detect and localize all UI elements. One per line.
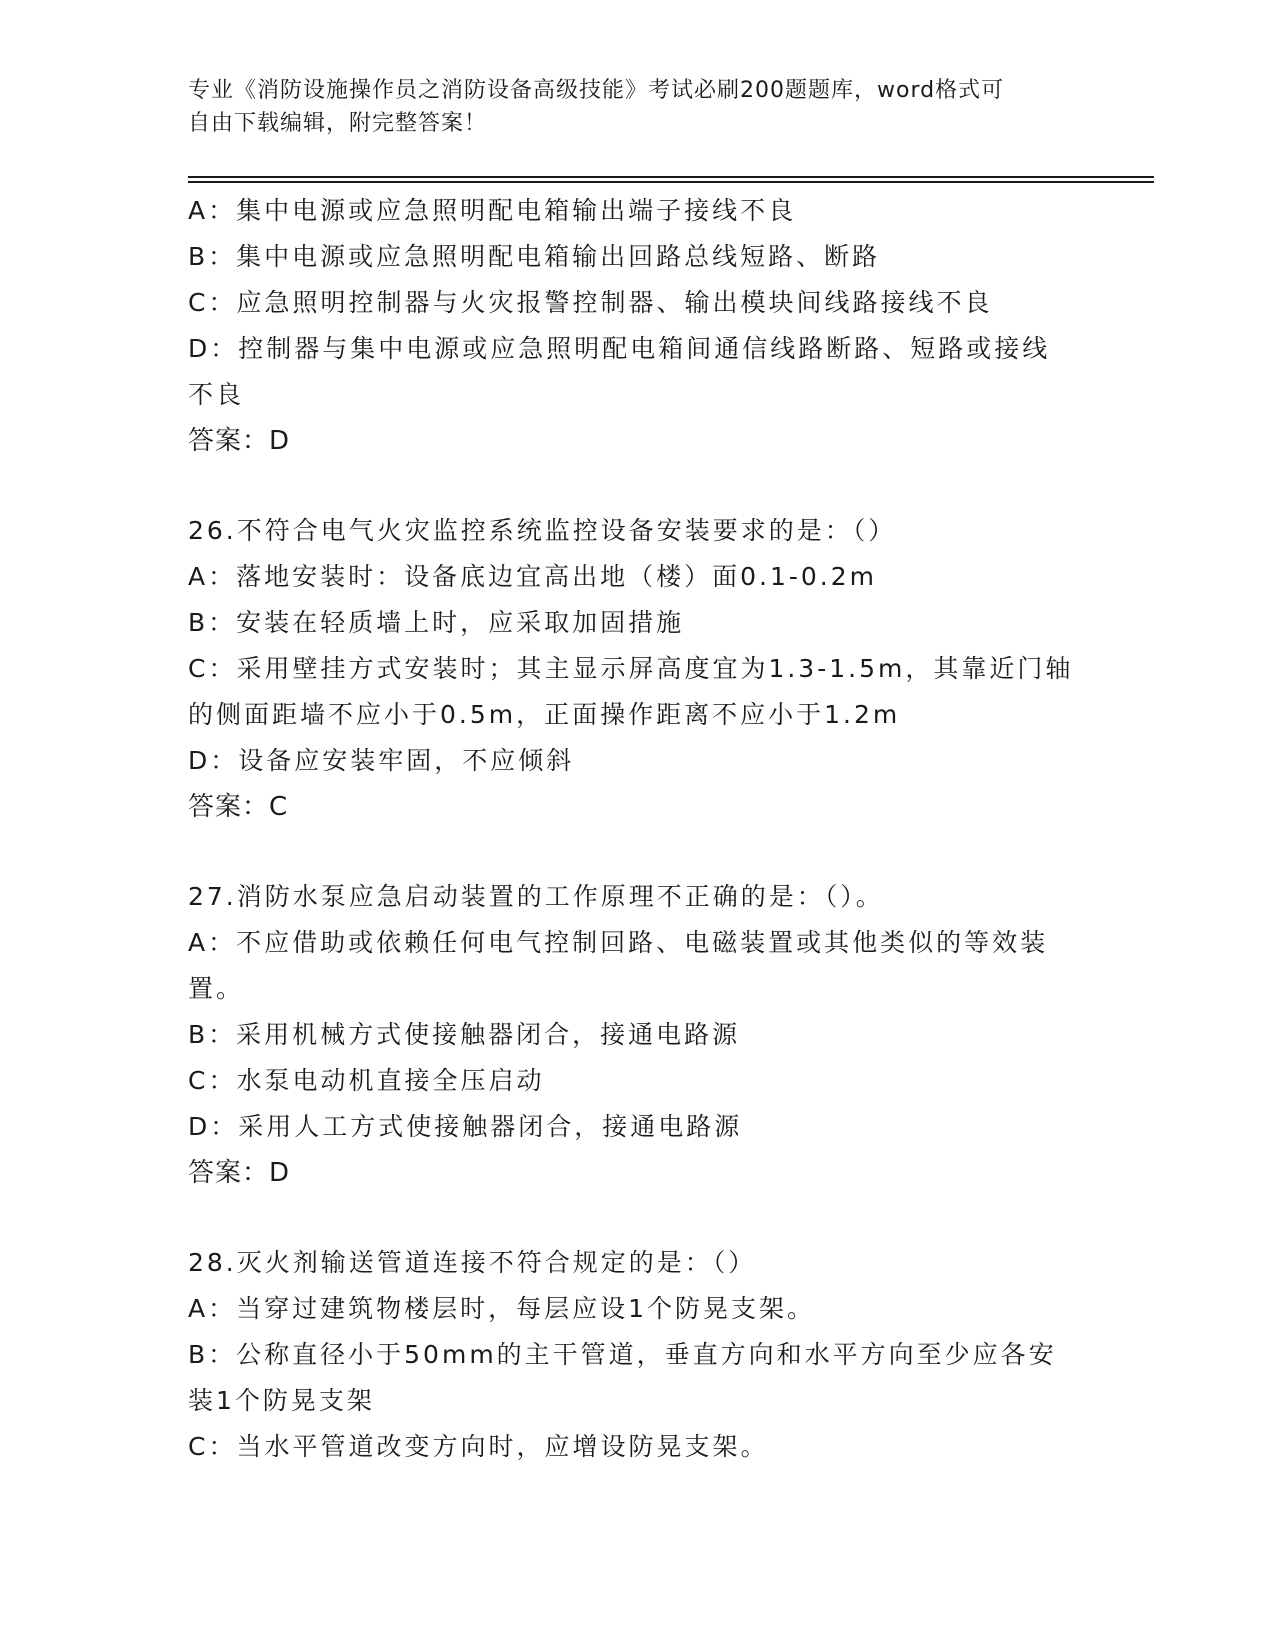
option-d: D：采用人工方式使接触器闭合，接通电路源 (188, 1112, 743, 1141)
header-rule-top (188, 176, 1154, 178)
option-c: C：采用壁挂方式安装时；其主显示屏高度宜为1.3-1.5m，其靠近门轴 (188, 654, 1074, 683)
option-b-continued: 装1个防晃支架 (188, 1386, 375, 1415)
option-b: B：采用机械方式使接触器闭合，接通电路源 (188, 1020, 741, 1049)
question-block (188, 1240, 1088, 1470)
question-stem: 28.灭火剂输送管道连接不符合规定的是：（） (188, 1248, 757, 1277)
question-stem: 27.消防水泵应急启动装置的工作原理不正确的是：（）。 (188, 882, 884, 911)
document-header: 专业《消防设施操作员之消防设备高级技能》考试必刷200题题库，word格式可 自由下载编辑，附完整答案！ (188, 78, 1005, 136)
option-a: A：当穿过建筑物楼层时，每层应设1个防晃支架。 (188, 1294, 816, 1323)
answer: 答案：D (188, 1158, 291, 1188)
option-a-continued: 置。 (188, 974, 245, 1003)
answer: 答案：C (188, 792, 289, 822)
option-c: C：水泵电动机直接全压启动 (188, 1066, 545, 1095)
option-a: A：落地安装时：设备底边宜高出地（楼）面0.1-0.2m (188, 562, 877, 591)
option-d: D：设备应安装牢固，不应倾斜 (188, 746, 575, 775)
option-d-continued: 不良 (188, 380, 245, 409)
question-stem: 26.不符合电气火灾监控系统监控设备安装要求的是：（） (188, 516, 897, 545)
option-b: B：集中电源或应急照明配电箱输出回路总线短路、断路 (188, 242, 881, 271)
question-content (188, 188, 1088, 1470)
option-a: A：集中电源或应急照明配电箱输出端子接线不良 (188, 196, 797, 225)
option-b: B：安装在轻质墙上时，应采取加固措施 (188, 608, 685, 637)
option-c: C：当水平管道改变方向时，应增设防晃支架。 (188, 1432, 769, 1461)
option-b: B：公称直径小于50mm的主干管道，垂直方向和水平方向至少应各安 (188, 1340, 1057, 1369)
option-c: C：应急照明控制器与火灾报警控制器、输出模块间线路接线不良 (188, 288, 993, 317)
header-rule-bottom (188, 181, 1154, 183)
question-block (188, 874, 1088, 1196)
option-a: A：不应借助或依赖任何电气控制回路、电磁装置或其他类似的等效装 (188, 928, 1049, 957)
question-block (188, 508, 1088, 830)
answer: 答案：D (188, 426, 291, 456)
option-c-continued: 的侧面距墙不应小于0.5m，正面操作距离不应小于1.2m (188, 700, 901, 729)
question-block (188, 188, 1088, 464)
option-d: D：控制器与集中电源或应急照明配电箱间通信线路断路、短路或接线 (188, 334, 1051, 363)
